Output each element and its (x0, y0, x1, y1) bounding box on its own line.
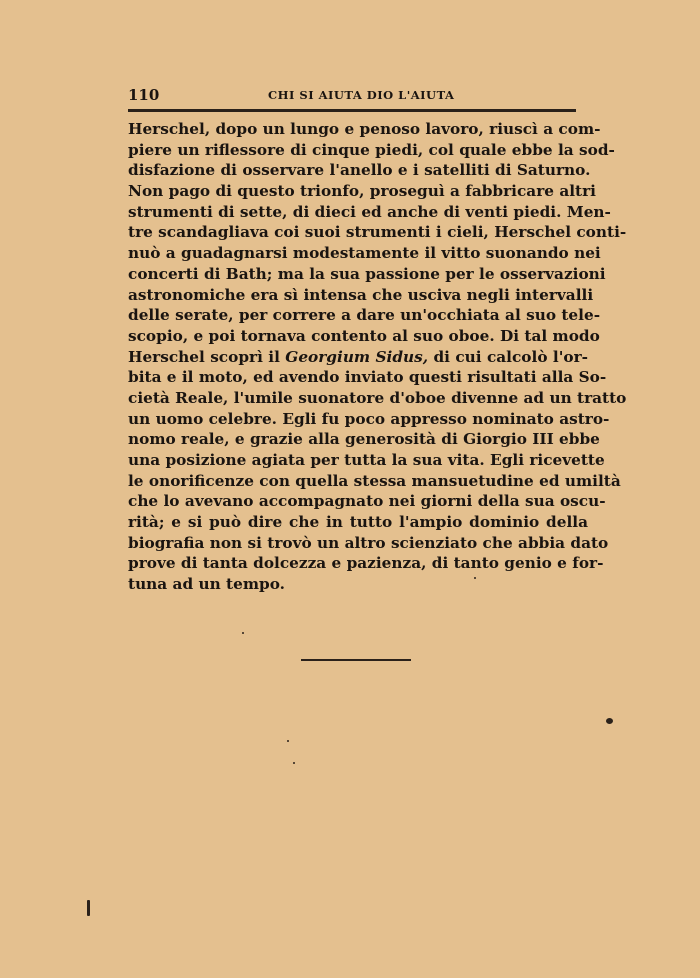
text-line: prove di tanta dolcezza e pazienza, di tanto genio e for- (128, 554, 604, 573)
header-rule (128, 109, 576, 112)
text-line: tuna ad un tempo. (128, 575, 285, 594)
running-title: CHI SI AIUTA DIO L'AIUTA (268, 88, 455, 102)
page-number: 110 (128, 86, 160, 104)
text-line (128, 347, 588, 368)
text-line: delle serate, per correre a dare un'occhiata al suo tele- (128, 306, 601, 325)
text-line: tre scandagliava coi suoi strumenti i cieli, Herschel conti- (128, 223, 627, 242)
text-line: nomo reale, e grazie alla generosità di Giorgio III ebbe (128, 430, 600, 449)
text-line: rità; e si può dire che in tutto l'ampio dominio della (128, 513, 588, 532)
ink-speck (287, 740, 289, 742)
text-line: Herschel, dopo un lungo e penoso lavoro, riuscì a com- (128, 120, 601, 138)
text-line: che lo avevano accompagnato nei giorni della sua oscu- (128, 492, 606, 511)
text-line: una posizione agiata per tutta la sua vita. Egli ricevette (128, 451, 605, 469)
text-line: scopio, e poi tornava contento al suo oboe. Di tal modo (128, 326, 600, 345)
ink-speck (293, 762, 295, 764)
text-line: disfazione di osservare l'anello e i satelliti di Saturno. (128, 161, 591, 180)
page-header (128, 86, 576, 106)
text-line: cietà Reale, l'umile suonatore d'oboe divenne ad un tratto (128, 388, 627, 407)
text-line-end: di cui calcolò l'or- (428, 347, 588, 366)
text-line: biografia non si trovò un altro scienziato che abbia dato (128, 533, 609, 552)
closing-rule (301, 659, 411, 661)
ink-speck (606, 718, 613, 724)
text-line: le onorificenze con quella stessa mansuetudine ed umiltà (128, 471, 621, 490)
text-line: piere un riflessore di cinque piedi, col quale ebbe la sod- (128, 140, 615, 159)
text-line: un uomo celebre. Egli fu poco appresso nominato astro- (128, 409, 610, 428)
text-line: nuò a guadagnarsi modestamente il vitto suonando nei (128, 244, 601, 263)
text-line-start: Herschel scoprì il (128, 347, 286, 366)
ink-speck (474, 577, 476, 579)
ink-speck (87, 900, 90, 916)
body-text (128, 119, 627, 595)
ink-speck (242, 632, 244, 634)
text-line: concerti di Bath; ma la sua passione per le osservazioni (128, 264, 606, 283)
italic-phrase: Georgium Sidus, (285, 347, 429, 366)
text-line: astronomiche era sì intensa che usciva negli intervalli (128, 285, 594, 304)
text-line: Non pago di questo trionfo, proseguì a fabbricare altri (128, 182, 596, 201)
text-line: strumenti di sette, di dieci ed anche di venti piedi. Men- (128, 202, 611, 221)
text-line: bita e il moto, ed avendo inviato questi risultati alla So- (128, 368, 607, 387)
